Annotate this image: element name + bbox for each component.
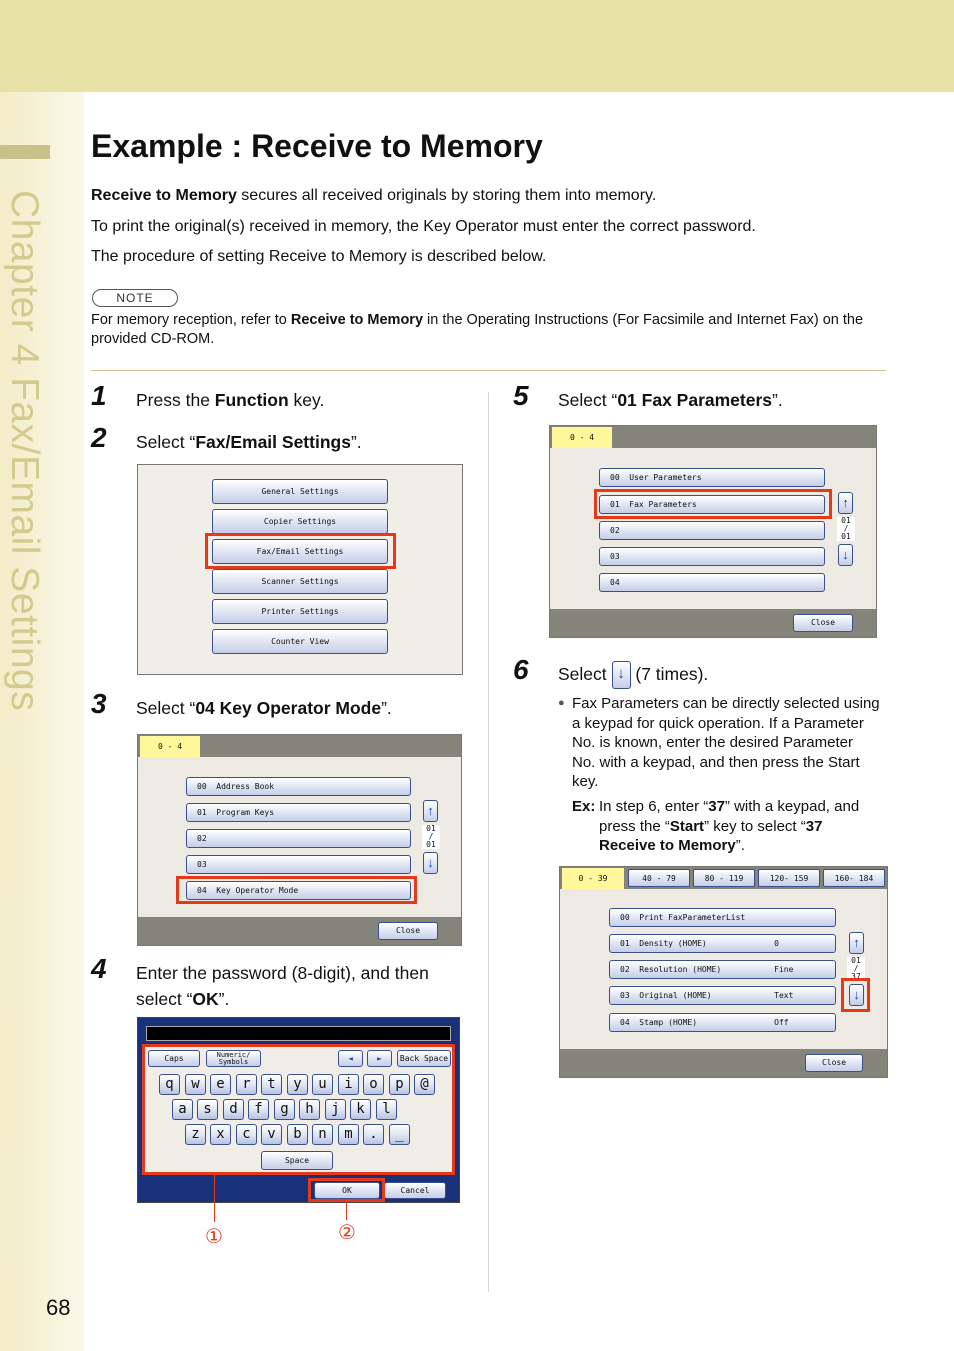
key[interactable]: @ <box>414 1074 435 1095</box>
key[interactable]: n <box>312 1124 333 1145</box>
screen-key-operator-menu <box>549 425 877 638</box>
key[interactable]: x <box>210 1124 231 1145</box>
tab-bar <box>560 867 887 889</box>
chapter-tab-marker <box>0 145 50 159</box>
callout-2: ② <box>338 1222 356 1244</box>
page-indicator: 01 / 01 <box>422 825 440 849</box>
key[interactable]: v <box>261 1124 282 1145</box>
tab-0-39[interactable]: 0 - 39 <box>562 868 624 889</box>
step-text-5: Select “01 Fax Parameters”. <box>558 390 783 410</box>
counter-view-button[interactable]: Counter View <box>212 629 388 654</box>
highlight-box <box>176 876 417 904</box>
key[interactable]: b <box>287 1124 308 1145</box>
screen-key-operator-list <box>137 734 462 946</box>
key[interactable]: e <box>210 1074 231 1095</box>
screen-function-menu <box>137 464 463 675</box>
intro-line-1: Receive to Memory secures all received originals by storing them into memory. <box>91 187 657 204</box>
general-settings-button[interactable]: General Settings <box>212 479 388 504</box>
backspace-button[interactable]: Back Space <box>397 1050 451 1067</box>
step-text-3: Select “04 Key Operator Mode”. <box>136 698 392 718</box>
list-item[interactable]: 02 Resolution (HOME) Fine <box>609 960 836 979</box>
step-text-2: Select “Fax/Email Settings”. <box>136 432 362 452</box>
key[interactable]: a <box>172 1099 193 1120</box>
key[interactable]: g <box>274 1099 295 1120</box>
scanner-settings-button[interactable]: Scanner Settings <box>212 569 388 594</box>
tab-40-79[interactable]: 40 - 79 <box>628 869 690 887</box>
key[interactable]: u <box>312 1074 333 1095</box>
bottom-bar <box>560 1049 887 1077</box>
page-indicator: 01 / 01 <box>837 517 855 541</box>
scroll-down-icon[interactable]: ↓ <box>838 544 853 566</box>
numeric-symbols-button[interactable]: Numeric/ Symbols <box>206 1050 261 1067</box>
scroll-up-icon[interactable]: ↑ <box>849 932 864 954</box>
cursor-left-icon[interactable]: ◄ <box>338 1050 363 1067</box>
scroll-up-icon[interactable]: ↑ <box>838 492 853 514</box>
list-item[interactable]: 02 <box>599 521 825 540</box>
highlight-box-1 <box>142 1044 455 1175</box>
example-label: Ex: <box>572 798 596 815</box>
cancel-button[interactable]: Cancel <box>384 1182 446 1199</box>
scroll-down-icon[interactable]: ↓ <box>423 852 438 874</box>
key[interactable]: m <box>338 1124 359 1145</box>
note-badge: NOTE <box>92 289 178 307</box>
top-band <box>0 0 954 92</box>
key[interactable]: q <box>159 1074 180 1095</box>
list-item[interactable]: 04 <box>599 573 825 592</box>
key[interactable]: z <box>185 1124 206 1145</box>
highlight-box <box>205 533 396 569</box>
key[interactable]: c <box>236 1124 257 1145</box>
fax-email-settings-button[interactable]: Fax/Email Settings <box>212 539 388 564</box>
key[interactable]: k <box>350 1099 371 1120</box>
key[interactable]: _ <box>389 1124 410 1145</box>
step-number-6: 6 <box>513 654 529 685</box>
list-item[interactable]: 01 Program Keys <box>186 803 411 822</box>
page-number: 68 <box>46 1295 71 1320</box>
callout-line-1 <box>214 1174 215 1222</box>
bottom-bar <box>550 609 876 637</box>
page-indicator: 01 / 37 <box>847 957 865 981</box>
key[interactable]: i <box>338 1074 359 1095</box>
key[interactable]: r <box>236 1074 257 1095</box>
screen-fax-parameter-list <box>559 866 888 1078</box>
tab-120-159[interactable]: 120- 159 <box>758 869 820 887</box>
step-number-4: 4 <box>91 953 107 984</box>
example-text: In step 6, enter “37” with a keypad, and press the “Start” key to select “37 Receive to Memory”. <box>599 798 860 854</box>
list-item[interactable]: 03 <box>599 547 825 566</box>
bullet-text: Fax Parameters can be directly selected using a keypad for quick operation. If a Parameter No. is known, enter the desired Parameter No. with a keypad, and then press the Start key. <box>572 695 880 790</box>
bottom-bar <box>138 917 461 945</box>
step-text-6: Select ↓ (7 times). <box>558 661 708 689</box>
key-operator-mode-item[interactable]: 04 Key Operator Mode <box>186 881 411 900</box>
key[interactable]: h <box>299 1099 320 1120</box>
list-item[interactable]: 00 User Parameters <box>599 468 825 487</box>
down-arrow-icon: ↓ <box>612 661 631 689</box>
note-text: For memory reception, refer to Receive to Memory in the Operating Instructions (For Facsimile and Internet Fax) on the provided CD-ROM. <box>91 312 864 347</box>
key[interactable]: o <box>363 1074 384 1095</box>
key[interactable]: p <box>389 1074 410 1095</box>
list-item[interactable]: 03 Original (HOME) Text <box>609 986 836 1005</box>
key[interactable]: f <box>248 1099 269 1120</box>
callout-1: ① <box>205 1226 223 1248</box>
close-button[interactable]: Close <box>378 922 438 940</box>
tab-bar <box>138 735 461 757</box>
scroll-up-icon[interactable]: ↑ <box>423 800 438 822</box>
list-item[interactable]: 03 <box>186 855 411 874</box>
scroll-down-icon[interactable]: ↓ <box>849 984 864 1006</box>
tab-160-184[interactable]: 160- 184 <box>823 869 885 887</box>
caps-button[interactable]: Caps <box>148 1050 200 1067</box>
key[interactable]: j <box>325 1099 346 1120</box>
key[interactable]: . <box>363 1124 384 1145</box>
list-item[interactable]: 04 Stamp (HOME) Off <box>609 1013 836 1032</box>
close-button[interactable]: Close <box>793 614 853 632</box>
key[interactable]: d <box>223 1099 244 1120</box>
intro-line-2: To print the original(s) received in memory, the Key Operator must enter the correct password. <box>91 218 756 235</box>
step-text-4: Enter the password (8-digit), and then select “OK”. <box>136 963 429 1009</box>
list-item[interactable]: 00 Print FaxParameterList <box>609 908 836 927</box>
highlight-box <box>841 978 870 1012</box>
cursor-right-icon[interactable]: ► <box>367 1050 392 1067</box>
password-input[interactable] <box>146 1026 451 1041</box>
tab-0-4[interactable]: 0 - 4 <box>140 736 200 757</box>
copier-settings-button[interactable]: Copier Settings <box>212 509 388 534</box>
tab-bar <box>550 426 876 448</box>
key[interactable]: t <box>261 1074 282 1095</box>
step-text-1: Press the Function key. <box>136 390 325 410</box>
tab-0-4[interactable]: 0 - 4 <box>552 427 612 448</box>
ok-button[interactable]: OK <box>314 1182 380 1199</box>
screen-password-keyboard <box>137 1017 460 1203</box>
step-number-2: 2 <box>91 422 107 453</box>
list-item[interactable]: 02 <box>186 829 411 848</box>
key[interactable]: w <box>185 1074 206 1095</box>
close-button[interactable]: Close <box>805 1054 863 1072</box>
page-title: Example : Receive to Memory <box>91 128 543 164</box>
tab-80-119[interactable]: 80 - 119 <box>693 869 755 887</box>
key[interactable]: l <box>376 1099 397 1120</box>
list-item[interactable]: 01 Density (HOME) 0 <box>609 934 836 953</box>
column-divider <box>488 392 489 1292</box>
chapter-label: Chapter 4 Fax/Email Settings <box>3 190 46 712</box>
highlight-box <box>594 489 832 519</box>
callout-line-2 <box>346 1200 347 1220</box>
space-button[interactable]: Space <box>261 1151 333 1170</box>
step-number-3: 3 <box>91 688 107 719</box>
highlight-box-2 <box>308 1178 385 1202</box>
key[interactable]: y <box>287 1074 308 1095</box>
printer-settings-button[interactable]: Printer Settings <box>212 599 388 624</box>
fax-parameters-item[interactable]: 01 Fax Parameters <box>599 495 825 514</box>
step-number-1: 1 <box>91 380 107 411</box>
key[interactable]: s <box>197 1099 218 1120</box>
section-divider <box>91 370 886 371</box>
list-item[interactable]: 00 Address Book <box>186 777 411 796</box>
intro-line-3: The procedure of setting Receive to Memory is described below. <box>91 248 547 265</box>
step-number-5: 5 <box>513 380 529 411</box>
bullet-icon: ● <box>558 697 565 709</box>
